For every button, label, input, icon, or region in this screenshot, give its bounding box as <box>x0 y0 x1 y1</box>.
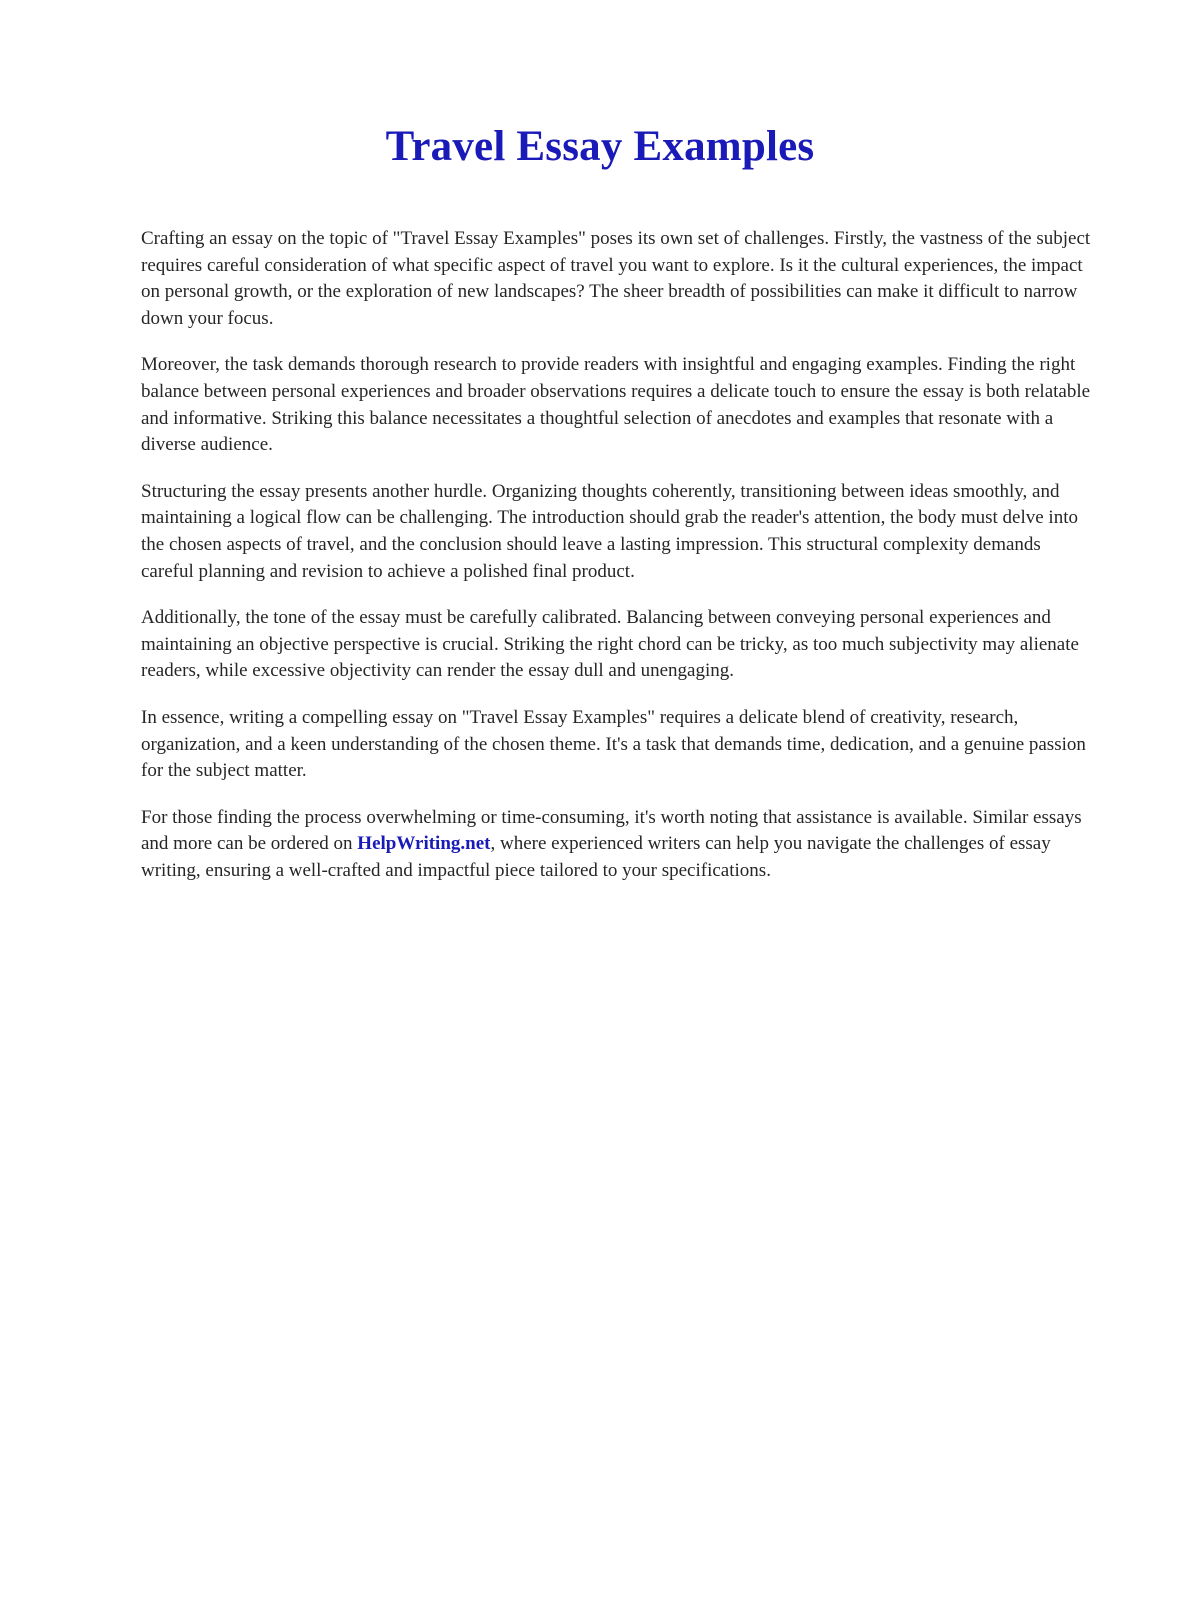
paragraph-5: In essence, writing a compelling essay on "Travel Essay Examples" requires a delicate blend of creativity, research, organization, and a keen understanding of the chosen theme. It's a task that demands time, dedication, and a genuine passion for the subject matter. <box>141 706 1086 782</box>
paragraph-6-text-before-link: For those finding the process overwhelming or time-consuming, it's worth noting that assistance is available. Similar essays and more can be ordered on <box>141 806 1082 855</box>
paragraph-3: Structuring the essay presents another hurdle. Organizing thoughts coherently, transitioning between ideas smoothly, and maintaining a logical flow can be challenging. The introduction should grab the reader's attention, the body must delve into the chosen aspects of travel, and the conclusion should leave a lasting impression. This structural complexity demands careful planning and revision to achieve a polished final product. <box>141 480 1078 582</box>
paragraph-4: Additionally, the tone of the essay must be carefully calibrated. Balancing between conveying personal experiences and maintaining an objective perspective is crucial. Striking the right chord can be tricky, as too much subjectivity may alienate readers, while excessive objectivity can render the essay dull and unengaging. <box>141 607 1079 682</box>
helpwriting-link[interactable]: HelpWriting.net <box>357 833 491 855</box>
paragraph-2: Moreover, the task demands thorough research to provide readers with insightful and engaging examples. Finding the right balance between personal experiences and broader observations requires a delicate touch to ensure the essay is both relatable and informative. Striking this balance necessitates a thoughtful selection of anecdotes and examples that resonate with a diverse audience. <box>141 354 1091 456</box>
document-title: Travel Essay Examples <box>385 123 815 170</box>
paragraph-6 <box>141 805 1096 885</box>
paragraph-6-text-after-link: , where experienced writers can help you navigate the challenges of essay writing, ensuring a well-crafted and impactful piece tailored to your specifications. <box>141 833 1051 881</box>
document-body <box>141 226 1096 904</box>
paragraph-1: Crafting an essay on the topic of "Travel Essay Examples" poses its own set of challenges. Firstly, the vastness of the subject requires careful consideration of what specific aspect of travel you want to explore. Is it the cultural experiences, the impact on personal growth, or the exploration of new landscapes? The sheer breadth of possibilities can make it difficult to narrow down your focus. <box>141 228 1091 329</box>
